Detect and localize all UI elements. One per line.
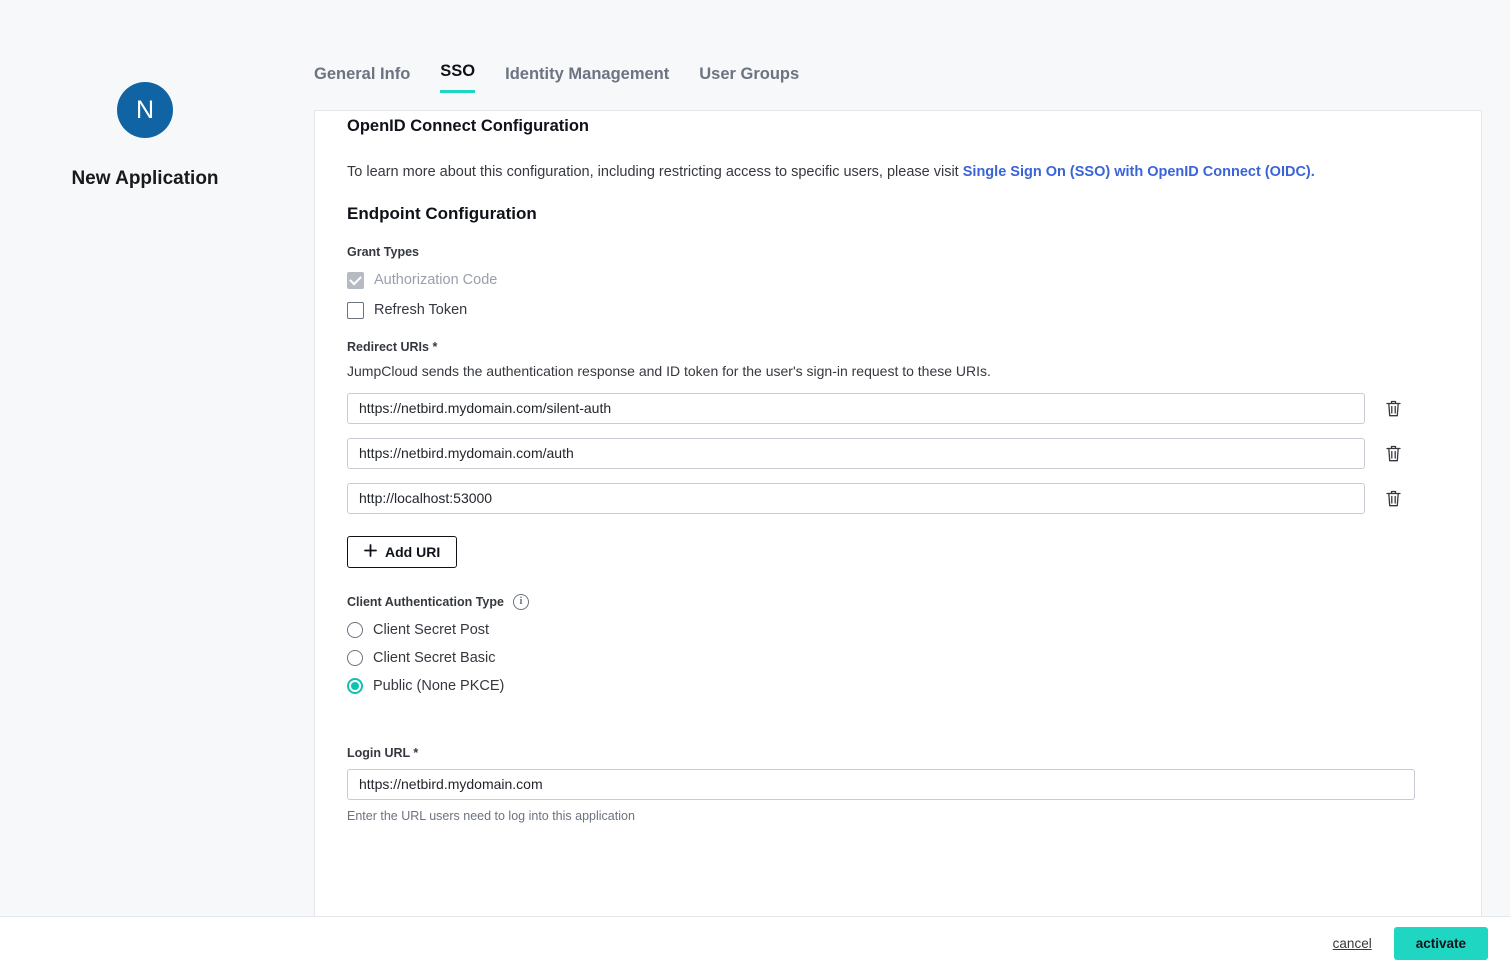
radio-public-none-pkce[interactable] [347, 678, 363, 694]
client-auth-option-label: Client Secret Basic [373, 649, 496, 666]
page-title: New Application [71, 168, 219, 189]
configuration-description [347, 163, 1449, 182]
endpoint-configuration-heading: Endpoint Configuration [347, 203, 537, 223]
tab-bar [314, 62, 799, 93]
cancel-button[interactable]: cancel [1332, 935, 1372, 951]
oidc-docs-link[interactable]: Single Sign On (SSO) with OpenID Connect (OIDC). [962, 164, 1315, 180]
grant-type-label: Authorization Code [374, 272, 498, 289]
client-auth-type-group-label [347, 594, 1449, 610]
redirect-uri-row [347, 393, 1449, 424]
footer-bar [0, 916, 1510, 969]
grant-types-label: Grant Types [347, 244, 420, 259]
avatar [117, 82, 173, 138]
login-url-hint: Enter the URL users need to log into this application [347, 808, 635, 823]
tab-sso[interactable]: SSO [440, 62, 475, 93]
radio-client-secret-basic[interactable] [347, 650, 363, 666]
redirect-uri-input-1[interactable] [347, 393, 1365, 424]
tab-user-groups[interactable]: User Groups [699, 65, 800, 83]
avatar-letter: N [135, 95, 155, 124]
client-auth-option-label: Public (None PKCE) [373, 677, 505, 694]
login-url-label: Login URL * [347, 745, 419, 760]
trash-icon[interactable] [1383, 397, 1403, 419]
add-uri-label: Add URI [385, 543, 441, 560]
checkbox-refresh-token[interactable] [347, 302, 364, 319]
client-auth-option-public-none-pkce[interactable] [347, 678, 1449, 694]
client-auth-option-client-secret-post[interactable] [347, 622, 1449, 638]
tab-general-info[interactable]: General Info [314, 65, 411, 83]
grant-type-authorization-code [347, 272, 1449, 289]
left-panel [0, 0, 290, 916]
redirect-uri-row [347, 483, 1449, 514]
redirect-uri-row [347, 438, 1449, 469]
radio-client-secret-post[interactable] [347, 622, 363, 638]
configuration-description-text: To learn more about this configuration, including restricting access to specific users, please visit [347, 164, 963, 180]
openid-connect-configuration-heading: OpenID Connect Configuration [347, 117, 589, 135]
redirect-uris-hint: JumpCloud sends the authentication response and ID token for the user's sign-in request to these URIs. [347, 362, 991, 379]
grant-type-refresh-token[interactable] [347, 302, 1449, 319]
trash-icon[interactable] [1383, 487, 1403, 509]
grant-type-label: Refresh Token [374, 302, 468, 319]
login-url-input[interactable] [347, 769, 1415, 800]
tab-identity-management[interactable]: Identity Management [505, 65, 670, 83]
redirect-uris-label: Redirect URIs * [347, 339, 438, 354]
add-uri-button[interactable] [347, 536, 457, 568]
redirect-uri-input-3[interactable] [347, 483, 1365, 514]
activate-button[interactable]: activate [1394, 927, 1488, 960]
checkbox-authorization-code [347, 272, 364, 289]
redirect-uri-input-2[interactable] [347, 438, 1365, 469]
main-area [290, 0, 1510, 916]
sso-configuration-panel [314, 110, 1482, 916]
plus-icon [364, 544, 377, 560]
client-auth-option-label: Client Secret Post [373, 621, 490, 638]
client-auth-option-client-secret-basic[interactable] [347, 650, 1449, 666]
client-auth-type-label: Client Authentication Type [347, 594, 504, 609]
info-icon[interactable]: i [513, 594, 529, 610]
trash-icon[interactable] [1383, 442, 1403, 464]
